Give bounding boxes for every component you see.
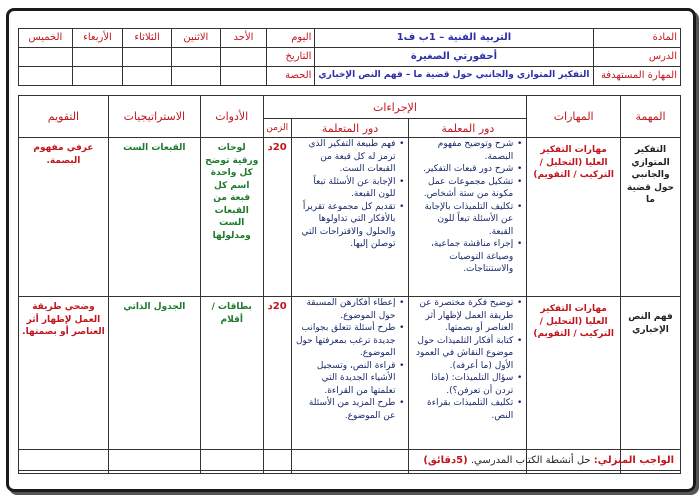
column-header-row [19,96,681,119]
header-row-3 [19,67,681,86]
strategies-cell: الجدول الذاتي [108,297,200,474]
lesson-plan-table [18,95,681,474]
teacher-steps-list [412,297,523,422]
list-item: • إجراء مناقشة جماعية، وصياغة التوصيات والاستنتاجات. [412,238,513,276]
col-tools: الأدوات [200,96,263,138]
list-item: • شرح وتوضيح مفهوم البصمة. [412,138,513,163]
list-item: • تكليف التلميذات بالإجابة عن الأسئلة تبعاً للون القبعة. [412,201,513,239]
skills-cell: مهارات التفكير العليا (التحليل / التركيب / التقويم) [527,297,621,474]
target-skill-value: التفكير المتوازي والجانبي حول قضية ما – فهم النص الإخباري [315,67,593,86]
header-table [18,28,681,86]
date-cell [220,48,266,67]
date-cell [19,48,73,67]
list-item: • إعطاء أفكارهن المسبقة حول الموضوع. [295,297,396,322]
homework-label: الواجب المنزلي: [593,455,674,466]
list-item: • سؤال التلميذات: (ماذا تردن أن تعرفن؟). [412,372,513,397]
day-wednesday: الأربعاء [72,29,122,48]
col-skills: المهارات [527,96,621,138]
col-strategies: الاستراتيجيات [108,96,200,138]
list-item: • تشكيل مجموعات عمل مكونة من ستة أشخاص. [412,176,513,201]
subject-value: التربية الفنية – 1ب ف1 [315,29,593,48]
list-item: • تكليف التلميذات بقراءة النص. [412,397,513,422]
student-steps-list [295,297,406,422]
teacher-role-cell [409,138,527,297]
skills-cell: مهارات التفكير العليا (التحليل / التركيب / التقويم) [527,138,621,297]
subject-label: المادة [593,29,680,48]
time-cell: 20د [263,138,291,297]
header-row-2 [19,48,681,67]
lesson-value: أحفورتي الصغيرة [315,48,593,67]
student-role-cell [291,297,409,474]
period-cell [19,67,73,86]
period-cell [72,67,122,86]
list-item: • تقديم كل مجموعة تقريراً بالأفكار التي تداولوها والحلول والاقتراحات التي توصلن إليها. [295,201,396,251]
day-label: اليوم [267,29,315,48]
col-task: المهمة [621,96,681,138]
col-procedures: الإجراءات [263,96,527,119]
student-steps-list [295,138,406,251]
day-thursday: الخميس [19,29,73,48]
student-role-cell [291,138,409,297]
col-evaluation: التقويم [19,96,109,138]
col-student-role: دور المتعلمة [291,119,409,138]
target-skill-label: المهارة المستهدفة [593,67,680,86]
list-item: • كتابة أفكار التلميذات حول موضوع النقاش في العمود الأول (ما أعرفه). [412,335,513,373]
evaluation-cell: عرفي مفهوم البصمة. [19,138,109,297]
homework-duration: (5دقائق) [423,455,468,466]
list-item: • طرح أسئلة تتعلق بجوانب جديدة ترغب بمعرفتها حول الموضوع. [295,322,396,360]
col-time: الزمن [263,119,291,138]
header-row-1 [19,29,681,48]
list-item: • الإجابة عن الأسئلة تبعاً للون القبعة. [295,176,396,201]
homework-text: حل أنشطة الكتاب المدرسي. [470,455,591,466]
evaluation-cell: وضحي طريقة العمل لإظهار أثر العناصر أو بصمتها. [19,297,109,474]
period-cell [123,67,172,86]
homework-bar [18,449,681,471]
time-cell: 20د [263,297,291,474]
list-item: • فهم طبيعة التفكير الذي ترمز له كل قبعة من القبعات الست. [295,138,396,176]
teacher-role-cell [409,297,527,474]
table-row [19,138,681,297]
period-cell [172,67,221,86]
tools-cell: بطاقات / أقلام [200,297,263,474]
date-cell [172,48,221,67]
period-cell [220,67,266,86]
table-row [19,297,681,474]
tools-cell: لوحات ورقية توضح كل واحدة اسم كل قبعة من القبعات الست ومدلولها [200,138,263,297]
date-cell [72,48,122,67]
strategies-cell: القبعات الست [108,138,200,297]
date-label: التاريخ [267,48,315,67]
teacher-steps-list [412,138,523,276]
list-item: • قراءة النص، وتسجيل الأشياء الجديدة التي تعلمتها من القراءة. [295,360,396,398]
date-cell [123,48,172,67]
day-sunday: الأحد [220,29,266,48]
list-item: • شرح دور قبعات التفكير. [412,163,513,176]
lesson-label: الدرس [593,48,680,67]
day-monday: الاثنين [172,29,221,48]
period-label: الحصة [267,67,315,86]
list-item: • توضيح فكرة مختصرة عن طريقة العمل لإظهار أثر العناصر أو بصمتها. [412,297,513,335]
list-item: • طرح المزيد من الأسئلة عن الموضوع. [295,397,396,422]
day-tuesday: الثلاثاء [123,29,172,48]
task-cell: التفكير المتوازي والجانبي حول قضية ما [621,138,681,297]
task-cell: فهم النص الإخباري [621,297,681,474]
col-teacher-role: دور المعلمة [409,119,527,138]
